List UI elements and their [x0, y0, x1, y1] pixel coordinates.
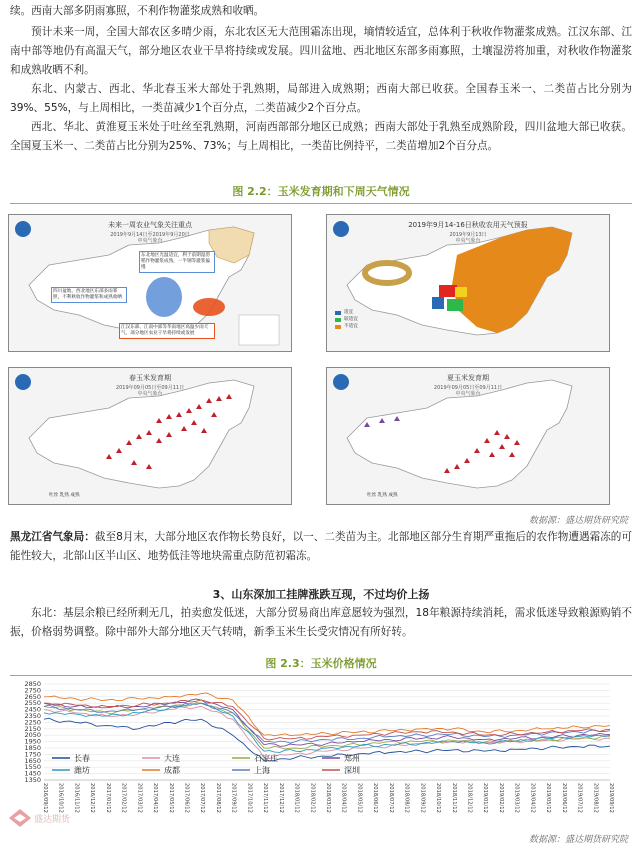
- x-tick-label: 2017/05/12: [167, 783, 174, 813]
- x-tick-label: 2019/07/12: [576, 783, 583, 813]
- x-tick-label: 2018/09/12: [419, 783, 426, 813]
- y-tick-label: 2650: [24, 692, 41, 701]
- watermark-text: 盛达期货: [34, 815, 71, 825]
- legend-label: 郑州: [344, 754, 360, 763]
- map-note-jianghan: 江汉东部、江南中部等华南地区高温少雨天气，部分地区农业干旱将持续或发展: [119, 323, 215, 339]
- y-tick-label: 2850: [24, 680, 41, 688]
- legend-label: 潍坊: [74, 766, 90, 775]
- y-tick-label: 2750: [24, 686, 41, 695]
- x-tick-label: 2017/08/12: [214, 783, 221, 813]
- legend-label: 深圳: [344, 766, 360, 775]
- y-tick-label: 2550: [24, 699, 41, 708]
- figure-title-2-3: 图 2.3：玉米价格情况: [265, 657, 377, 670]
- map-subtitle: 2019年09月05日至09月11日: [433, 385, 503, 391]
- y-tick-label: 1550: [24, 763, 41, 772]
- watermark-logo: [8, 808, 100, 828]
- y-tick-label: 2150: [24, 724, 41, 733]
- map-agri-weather-focus: [8, 214, 292, 352]
- paragraph-forecast: 预计未来一周，全国大部农区多晴少雨，东北农区无大范围霜冻出现，墒情较适宜，总体利于秋收作物灌浆成熟。江汉东部、江南中部等地仍有高温天气，部分地区农业干旱将持续或发展。四川盆地、西北地区东部多雨寡照，土壤湿涝将加重，对秋收作物灌浆和成熟收晒不利。: [10, 26, 632, 76]
- x-tick-label: 2017/09/12: [230, 783, 237, 813]
- x-tick-label: 2017/02/12: [120, 783, 127, 813]
- x-tick-label: 2019/08/12: [592, 783, 599, 813]
- x-tick-label: 2016/11/12: [73, 783, 80, 813]
- x-tick-label: 2019/01/12: [482, 783, 489, 813]
- map-agency: 中央气象台: [137, 391, 163, 397]
- map-summer-corn-stage: [326, 367, 610, 505]
- x-tick-label: 2018/12/12: [466, 783, 473, 813]
- x-tick-label: 2017/06/12: [183, 783, 190, 813]
- x-tick-label: 2016/10/12: [57, 783, 64, 813]
- y-tick-label: 1350: [24, 776, 41, 784]
- map-agency: 中央气象台: [455, 391, 481, 397]
- x-tick-label: 2018/01/12: [293, 783, 300, 813]
- x-tick-label: 2018/03/12: [325, 783, 331, 813]
- y-tick-label: 1450: [24, 769, 41, 778]
- x-tick-label: 2019/05/12: [545, 783, 552, 813]
- legend-label: 长春: [74, 754, 90, 763]
- x-tick-label: 2016/12/12: [89, 783, 96, 813]
- x-tick-label: 2019/06/12: [560, 783, 567, 813]
- x-tick-label: 2017/01/12: [104, 783, 111, 813]
- x-tick-label: 2019/03/12: [513, 783, 520, 813]
- map-harvest-weather: [326, 214, 610, 352]
- figure-title-2-2: 图 2.2：玉米发育期和下周天气情况: [232, 185, 410, 198]
- paragraph-spring-corn: 东北、内蒙古、西北、华北春玉米大部处于乳熟期，局部进入成熟期；西南大部已收获。全国春玉米一、二类苗占比分别为39%、55%，与上周相比，一类苗减少1个百分点，二类苗减少2个百分点。: [10, 83, 632, 114]
- map-legend: 吐丝 乳熟 成熟: [49, 493, 80, 498]
- x-tick-label: 2019/02/12: [497, 783, 504, 813]
- figure-divider: [10, 675, 632, 676]
- figure-divider: [10, 203, 632, 204]
- x-tick-label: 2018/06/12: [372, 783, 379, 813]
- map-subtitle: 2019年09月05日至09月11日: [115, 385, 185, 391]
- x-tick-label: 2016/09/12: [42, 783, 48, 813]
- y-tick-label: 2450: [24, 705, 41, 714]
- y-tick-label: 1850: [24, 744, 41, 752]
- x-tick-label: 2018/10/12: [435, 783, 442, 813]
- paragraph-heilongjiang: [10, 528, 632, 566]
- x-tick-label: 2018/07/12: [387, 783, 394, 813]
- corn-price-chart: [10, 680, 622, 826]
- x-tick-label: 2017/07/12: [199, 783, 206, 813]
- map-legend: 适宜 较适宜 不适宜: [344, 310, 358, 329]
- logo-icon: [8, 808, 32, 828]
- legend-label: 成都: [164, 766, 180, 775]
- map-title: 夏玉米发育期: [447, 374, 489, 382]
- y-tick-label: 1650: [24, 756, 41, 765]
- map-subtitle: 2019年9月13日: [449, 232, 487, 238]
- paragraph-summer-corn: 西北、华北、黄淮夏玉米处于吐丝至乳熟期，河南西部部分地区已成熟；西南大部处于乳熟至成熟阶段，四川盆地大部已收获。全国夏玉米一、二类苗占比分别为25%、73%；与上周相比，一类苗比例持平，二类苗增加2个百分点。: [10, 121, 632, 152]
- x-tick-label: 2017/04/12: [152, 783, 159, 813]
- map-note-sichuan: 四川盆地、西北地区东部多雨寡照，不利秋收作物灌浆和成熟收晒: [51, 287, 127, 303]
- map-title: 未来一周农业气象关注重点: [108, 221, 192, 229]
- heilongjiang-lead: 黑龙江省气象局：: [10, 531, 95, 543]
- x-tick-label: 2018/08/12: [403, 783, 410, 813]
- legend-label: 石家庄: [254, 754, 278, 763]
- section-heading: 3、山东深加工挂牌涨跌互现，不过均价上扬: [212, 588, 430, 601]
- x-tick-label: 2018/02/12: [309, 783, 316, 813]
- legend-label: 上海: [254, 766, 270, 775]
- map-note-northeast: 东北地区光温适宜，利于前期湿涝稻作物灌浆成熟，一半钢等灌浆偏慢: [139, 251, 215, 273]
- map-title: 春玉米发育期: [129, 374, 171, 382]
- figure-source: 数据源：盛达期货研究院: [528, 835, 628, 845]
- x-tick-label: 2018/05/12: [356, 783, 363, 813]
- x-tick-label: 2017/11/12: [262, 783, 269, 813]
- y-tick-label: 1750: [24, 750, 41, 759]
- x-tick-label: 2017/12/12: [277, 783, 284, 813]
- x-tick-label: 2017/10/12: [246, 783, 253, 813]
- map-agency: 中央气象台: [455, 238, 481, 244]
- legend-label: 大连: [164, 754, 180, 763]
- x-tick-label: 2019/04/12: [529, 783, 536, 813]
- map-spring-corn-stage: [8, 367, 292, 505]
- x-tick-label: 2017/03/12: [136, 783, 143, 813]
- paragraph-continuation: 续。西南大部多阴雨寡照，不利作物灌浆成熟和收晒。: [10, 5, 265, 17]
- y-tick-label: 2050: [24, 731, 41, 740]
- y-tick-label: 1950: [24, 737, 41, 746]
- x-tick-label: 2018/04/12: [340, 783, 347, 813]
- map-subtitle: 2019年9月14日至2019年9月20日: [110, 232, 190, 238]
- map-legend: 吐丝 乳熟 成熟: [367, 493, 398, 498]
- y-tick-label: 2250: [24, 718, 41, 727]
- map-title: 2019年9月14-16日秋收农用天气预报: [408, 221, 528, 229]
- x-tick-label: 2019/09/12: [608, 783, 614, 813]
- figure-source: 数据源：盛达期货研究院: [528, 516, 628, 526]
- y-tick-label: 2350: [24, 712, 41, 720]
- map-agency: 中央气象台: [137, 238, 163, 244]
- paragraph-northeast: 东北：基层余粮已经所剩无几，拍卖愈发低迷，大部分贸易商出库意愿较为强烈，18年粮源持续消耗，需求低迷导致粮源购销不振，价格弱势调整。除中部外大部分地区天气转晴，新季玉米生长受灾情况有所好转。: [10, 607, 632, 638]
- x-tick-label: 2018/11/12: [450, 783, 457, 813]
- heilongjiang-text: 截至8月末，大部分地区农作物长势良好，以一、二类苗为主。北部地区部分生育期严重拖后的农作物遭遇霜冻的可能性较大，北部山区半山区、地势低洼等地块需重点防范初霜冻。: [10, 531, 632, 562]
- series-line-深圳: [44, 700, 610, 740]
